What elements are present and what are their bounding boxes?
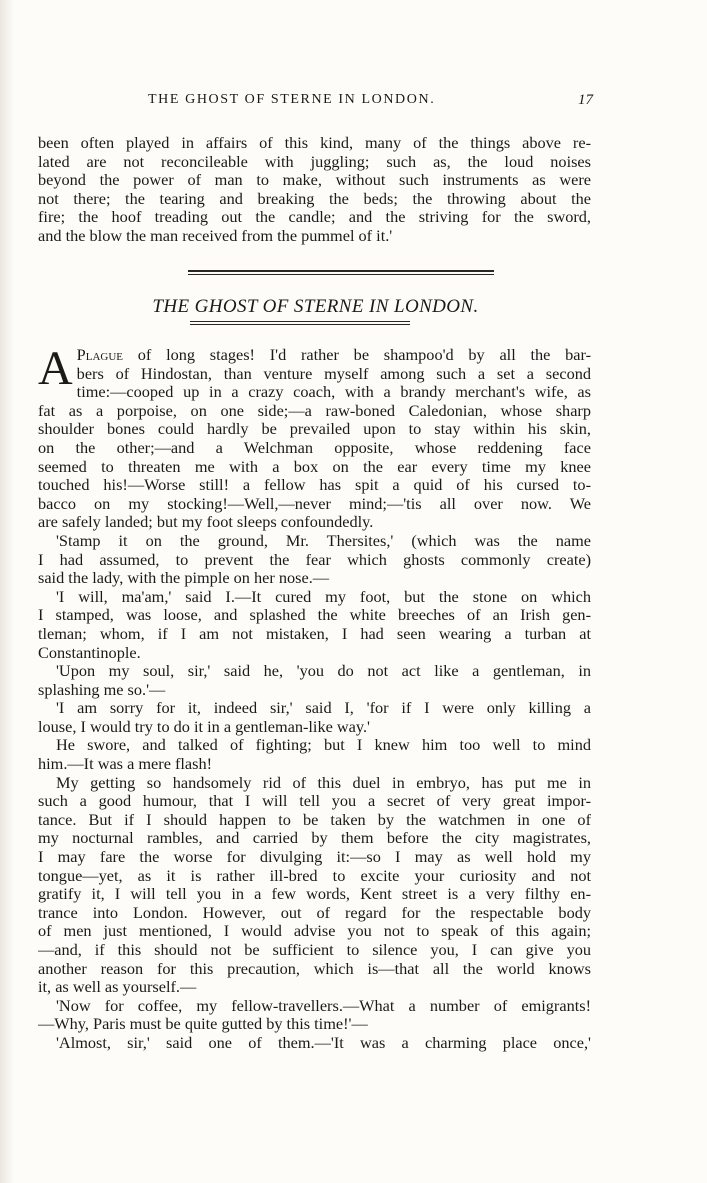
text-line: splashing me so.'— — [38, 680, 166, 699]
text-line: been often played in affairs of this kind, many of the things above re- — [38, 134, 591, 152]
page-number: 17 — [578, 92, 593, 108]
text-line: on the other;—and a Welchman opposite, whose reddening face — [38, 438, 591, 457]
text-line: tleman; whom, if I am not mistaken, I had seen wearing a turban at — [38, 624, 591, 643]
text-line: of men just mentioned, I would advise you not to speak of this again; — [38, 922, 591, 941]
text-line: 'Upon my soul, sir,' said he, 'you do not act like a gentleman, in — [56, 662, 591, 681]
running-head: THE GHOST OF STERNE IN LONDON. — [148, 92, 436, 107]
text-line: are safely landed; but my foot sleeps confoundedly. — [38, 513, 374, 532]
text-line: bers of Hindostan, than venture myself among such a set a second — [76, 364, 591, 383]
text-line: trance into London. However, out of regard for the respectable body — [38, 903, 591, 922]
text-line: He swore, and talked of fighting; but I knew him too well to mind — [56, 736, 591, 755]
text-line: it, as well as yourself.— — [38, 978, 197, 997]
continued-paragraph — [38, 134, 591, 246]
text-line — [77, 346, 591, 365]
text-line: My getting so handsomely rid of this duel in embryo, has put me in — [56, 773, 591, 792]
text-line: beyond the power of man to make, without such instruments as were — [38, 171, 591, 190]
text-line: I stamped, was loose, and splashed the white breeches of an Irish gen- — [38, 606, 591, 625]
text-line: I may fare the worse for divulging it:—so I may as well hold my — [38, 848, 591, 867]
text-line: such a good humour, that I will tell you a secret of very great impor- — [38, 792, 591, 811]
text-line: louse, I would try to do it in a gentleman-like way.' — [38, 717, 370, 736]
text-line: 'Now for coffee, my fellow-travellers.—What a number of emigrants! — [56, 996, 591, 1015]
page-gutter — [0, 0, 14, 1183]
drop-cap: A — [38, 342, 73, 395]
text-line: Constantinople. — [38, 643, 141, 662]
text-line: tongue—yet, as it is rather ill-bred to excite your curiosity and not — [38, 866, 591, 885]
text-line: gratify it, I will tell you in a few words, Kent street is a very filthy en- — [38, 885, 591, 904]
text-line: tance. But if I should happen to be taken by the watchmen in one of — [38, 810, 591, 829]
text-line: seemed to threaten me with a box on the ear every time my knee — [38, 457, 591, 476]
text-line: another reason for this precaution, which is—that all the world knows — [38, 959, 591, 978]
article-title: THE GHOST OF STERNE IN LONDON. — [152, 296, 479, 317]
text-line: shoulder bones could hardly be prevailed upon to stay within his skin, — [38, 420, 591, 439]
text-line: touched his!—Worse still! a fellow has spit a quid of his cursed to- — [38, 476, 591, 495]
text-line: lated are not reconcileable with juggling; such as, the loud noises — [38, 152, 591, 171]
text-line: 'I will, ma'am,' said I.—It cured my foot, but the stone on which — [56, 587, 591, 606]
text-line: 'I am sorry for it, indeed sir,' said I, 'for if I were only killing a — [56, 699, 591, 718]
text-line: not there; the tearing and breaking the beds; the throwing about the — [38, 189, 591, 208]
text-line: my nocturnal rambles, and carried by them before the city magistrates, — [38, 829, 591, 848]
text-line: —Why, Paris must be quite gutted by this time!'— — [38, 1015, 368, 1034]
text-line: time:—cooped up in a crazy coach, with a brandy merchant's wife, as — [76, 383, 591, 402]
text-line: 'Stamp it on the ground, Mr. Thersites,' (which was the name — [56, 531, 591, 550]
text-fragment: of long stages! I'd rather be shampoo'd by all the bar- — [123, 346, 591, 364]
text-line: I had assumed, to prevent the fear which ghosts commonly create) — [38, 550, 591, 569]
text-line: him.—It was a mere flash! — [38, 755, 213, 774]
text-line: 'Almost, sir,' said one of them.—'It was a charming place once,' — [56, 1033, 591, 1052]
article-body — [38, 342, 591, 1053]
section-divider — [188, 270, 494, 275]
title-underline — [190, 321, 410, 325]
text-line: fire; the hoof treading out the candle; and the striving for the sword, — [38, 208, 591, 227]
small-caps-word: Plague — [76, 346, 123, 364]
text-line: said the lady, with the pimple on her nose.— — [38, 569, 330, 588]
text-line: fat as a porpoise, on one side;—a raw-boned Caledonian, whose sharp — [38, 401, 591, 420]
text-line: —and, if this should not be sufficient to silence you, I can give you — [38, 941, 591, 959]
text-line: bacco on my stocking!—Well,—never mind;—'tis all over now. We — [38, 494, 591, 513]
text-line: and the blow the man received from the pummel of it.' — [38, 226, 393, 245]
